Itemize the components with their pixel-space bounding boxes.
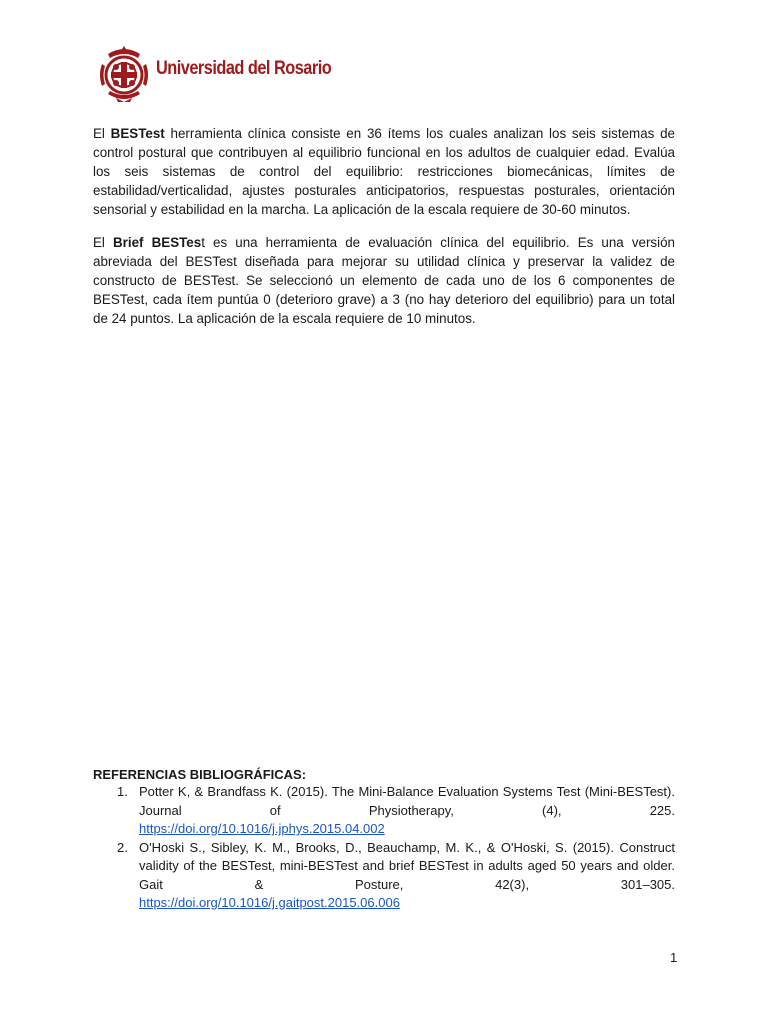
logo-text: Universidad del Rosario bbox=[156, 58, 332, 79]
university-seal-icon bbox=[94, 44, 154, 104]
references-heading: REFERENCIAS BIBLIOGRÁFICAS: bbox=[93, 767, 307, 782]
p2-bold: Brief BESTes bbox=[113, 235, 202, 250]
paragraph-bestest bbox=[93, 124, 675, 219]
p1-lead: El bbox=[93, 126, 111, 141]
reference-text: Potter K, & Brandfass K. (2015). The Mini-Balance Evaluation Systems Test (Mini-BESTest). Journal of Physiotherapy, (4), 225. bbox=[139, 784, 675, 818]
reference-text: O'Hoski S., Sibley, K. M., Brooks, D., Beauchamp, M. K., & O'Hoski, S. (2015). Construct validity of the BESTest, mini-BESTest and brief BESTest in adults aged 50 years and older. Gait & Posture, 42(3), 301–305. bbox=[139, 839, 675, 892]
p1-bold: BESTest bbox=[110, 126, 165, 141]
reference-doi-link[interactable]: https://doi.org/10.1016/j.jphys.2015.04.002 bbox=[139, 821, 385, 836]
reference-item bbox=[93, 783, 675, 839]
p2-lead: El bbox=[93, 235, 113, 250]
paragraph-brief-bestest bbox=[93, 233, 675, 328]
p1-rest: herramienta clínica consiste en 36 ítems los cuales analizan los seis sistemas de control postural que contribuyen al equilibrio funcional en los adultos de cualquier edad. Evalúa los seis sistemas de control del equilibrio: restricciones biomecánicas, límites de estabilidad/verticalidad, ajustes posturales anticipatorios, respuestas posturales, orientación sensorial y estabilidad en la marcha. La aplicación de la escala requiere de 30-60 minutos. bbox=[93, 126, 675, 217]
university-logo bbox=[94, 44, 332, 104]
reference-doi-link[interactable]: https://doi.org/10.1016/j.gaitpost.2015.06.006 bbox=[139, 895, 400, 910]
reference-number: 1. bbox=[117, 784, 128, 799]
p2-rest: t es una herramienta de evaluación clínica del equilibrio. Es una versión abreviada del BESTest diseñada para mejorar su utilidad clínica y preservar la validez de constructo de BESTest. Se seleccionó un elemento de cada uno de los 6 componentes de BESTest, cada ítem puntúa 0 (deterioro grave) a 3 (no hay deterioro del equilibrio) para un total de 24 puntos. La aplicación de la escala requiere de 10 minutos. bbox=[93, 235, 675, 326]
reference-item bbox=[93, 839, 675, 913]
page-number: 1 bbox=[670, 950, 678, 965]
reference-number: 2. bbox=[117, 839, 128, 855]
references-list bbox=[93, 783, 675, 913]
